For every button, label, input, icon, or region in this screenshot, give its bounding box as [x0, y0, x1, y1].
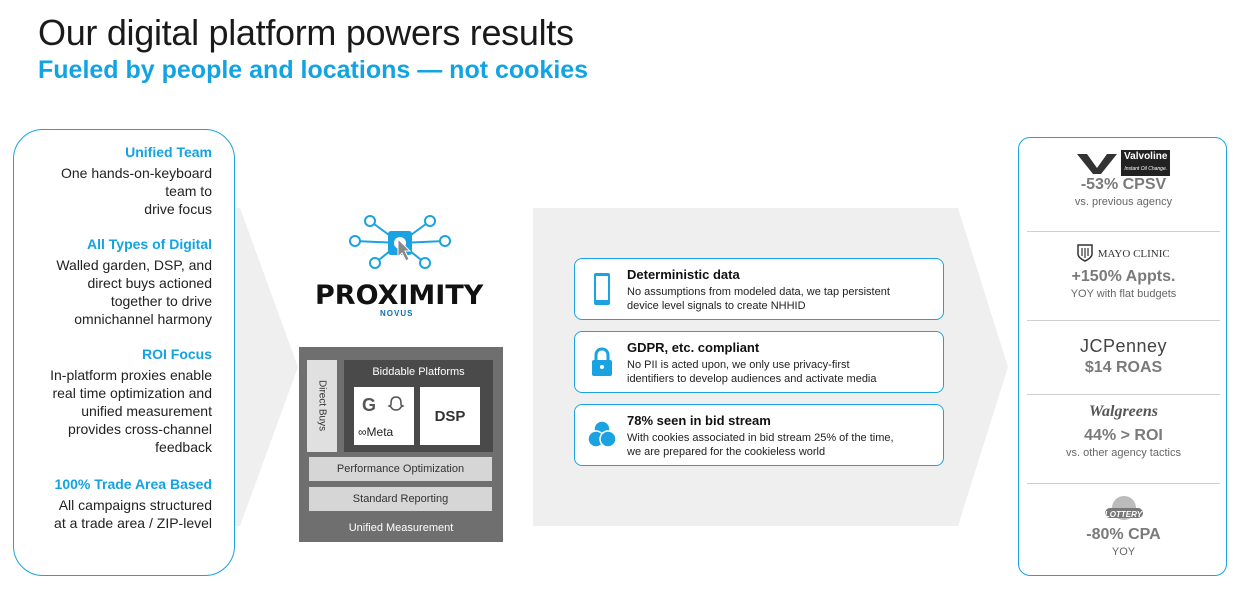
lottery-ball-icon [1099, 494, 1149, 524]
page-title: Our digital platform powers results [38, 12, 574, 53]
result-stat: -80% CPA [1086, 526, 1161, 543]
lp-section-unified-team [28, 144, 212, 218]
flow-arrow-left [228, 208, 308, 526]
left-panel [13, 129, 235, 576]
lp-line: real time optimization and [52, 385, 212, 401]
valvoline-sub: Instant Oil Change. [1124, 166, 1168, 172]
lp-line: direct buys actioned [87, 275, 212, 291]
valvoline-logo [1121, 150, 1170, 176]
result-jcpenney [1027, 336, 1220, 377]
lp-line: together to drive [110, 293, 212, 309]
card-bid-stream [574, 404, 944, 466]
card-desc [627, 285, 939, 313]
result-stat: 44% > ROI [1084, 427, 1163, 444]
card-desc-line: we are prepared for the cookieless world [627, 446, 826, 458]
result-note: vs. other agency tactics [1066, 447, 1181, 459]
standard-reporting-bar: Standard Reporting [309, 487, 492, 511]
novus-logo: NOVUS [380, 309, 414, 318]
separator [1027, 320, 1220, 321]
lp-line: at a trade area / ZIP-level [54, 515, 212, 531]
biddable-platforms-block [344, 360, 493, 452]
card-title: 78% seen in bid stream [627, 413, 771, 428]
lp-line: unified measurement [81, 403, 212, 419]
card-title: GDPR, etc. compliant [627, 340, 760, 355]
card-desc-line: With cookies associated in bid stream 25% of the time, [627, 432, 894, 444]
lp-body [28, 256, 212, 328]
result-mayo [1027, 244, 1220, 300]
mayo-shield-icon [1077, 244, 1093, 262]
lp-heading: 100% Trade Area Based [54, 476, 212, 492]
separator [1027, 483, 1220, 484]
lp-heading: All Types of Digital [87, 236, 212, 252]
result-note: YOY [1111, 546, 1136, 558]
valvoline-v-icon [1077, 152, 1117, 174]
direct-buys-block [307, 360, 337, 452]
lp-line: drive focus [144, 201, 212, 217]
result-valvoline [1027, 150, 1220, 208]
lp-section-all-digital [28, 236, 212, 328]
lp-line: provides cross-channel [68, 421, 212, 437]
lottery-brand: LOTTERY [1104, 510, 1143, 519]
page-subtitle: Fueled by people and locations — not cookies [38, 56, 589, 84]
mayo-brand: MAYO CLINIC [1097, 248, 1170, 261]
card-desc [627, 358, 939, 386]
separator [1027, 231, 1220, 232]
platform-stack [299, 347, 503, 542]
walled-garden-box [354, 387, 414, 445]
result-lottery [1027, 494, 1220, 558]
unified-measurement-label: Unified Measurement [348, 522, 454, 534]
result-walgreens [1027, 403, 1220, 459]
lp-line: team to [165, 183, 212, 199]
jcpenney-brand: JCPenney [1079, 336, 1168, 356]
google-logo: G [362, 395, 377, 415]
card-deterministic [574, 258, 944, 320]
lp-section-roi-focus [28, 346, 212, 456]
lock-icon [585, 344, 619, 380]
lp-heading: Unified Team [125, 144, 212, 160]
lp-body [28, 496, 212, 532]
result-note: YOY with flat budgets [1070, 288, 1177, 300]
result-stat: +150% Appts. [1071, 268, 1176, 285]
lp-body [28, 366, 212, 456]
lp-line: In-platform proxies enable [50, 367, 212, 383]
phone-icon [585, 271, 619, 307]
valvoline-brand: Valvoline [1124, 151, 1168, 162]
lp-line: One hands-on-keyboard [61, 165, 212, 181]
card-title: Deterministic data [627, 267, 740, 282]
card-desc-line: No assumptions from modeled data, we tap persistent [627, 286, 890, 298]
card-desc-line: identifiers to develop audiences and activate media [627, 373, 877, 385]
dsp-box: DSP [420, 387, 480, 445]
result-note: vs. previous agency [1074, 196, 1173, 208]
lp-line: omnichannel harmony [74, 311, 212, 327]
result-stat: -53% CPSV [1080, 176, 1167, 193]
card-gdpr [574, 331, 944, 393]
card-desc [627, 431, 939, 459]
walgreens-brand: Walgreens [1088, 403, 1159, 420]
card-desc-line: No PII is acted upon, we only use privacy-first [627, 359, 850, 371]
snapchat-icon [386, 395, 406, 415]
venn-icon [585, 417, 619, 453]
direct-buys-label: Direct Buys [316, 380, 328, 432]
lp-section-trade-area [28, 476, 212, 532]
proximity-network-icon [300, 213, 500, 283]
lp-body [28, 164, 212, 218]
lp-line: feedback [155, 439, 212, 455]
biddable-label: Biddable Platforms [372, 366, 465, 378]
performance-optimization-bar: Performance Optimization [309, 457, 492, 481]
meta-logo: ∞Meta [358, 425, 394, 439]
lp-line: All campaigns structured [58, 497, 212, 513]
lp-heading: ROI Focus [141, 346, 212, 362]
proximity-logo: PROXIMITY [315, 280, 484, 311]
results-panel [1018, 137, 1227, 576]
lp-line: Walled garden, DSP, and [56, 257, 212, 273]
result-stat: $14 ROAS [1084, 359, 1163, 376]
card-desc-line: device level signals to create NHHID [627, 300, 806, 312]
separator [1027, 394, 1220, 395]
